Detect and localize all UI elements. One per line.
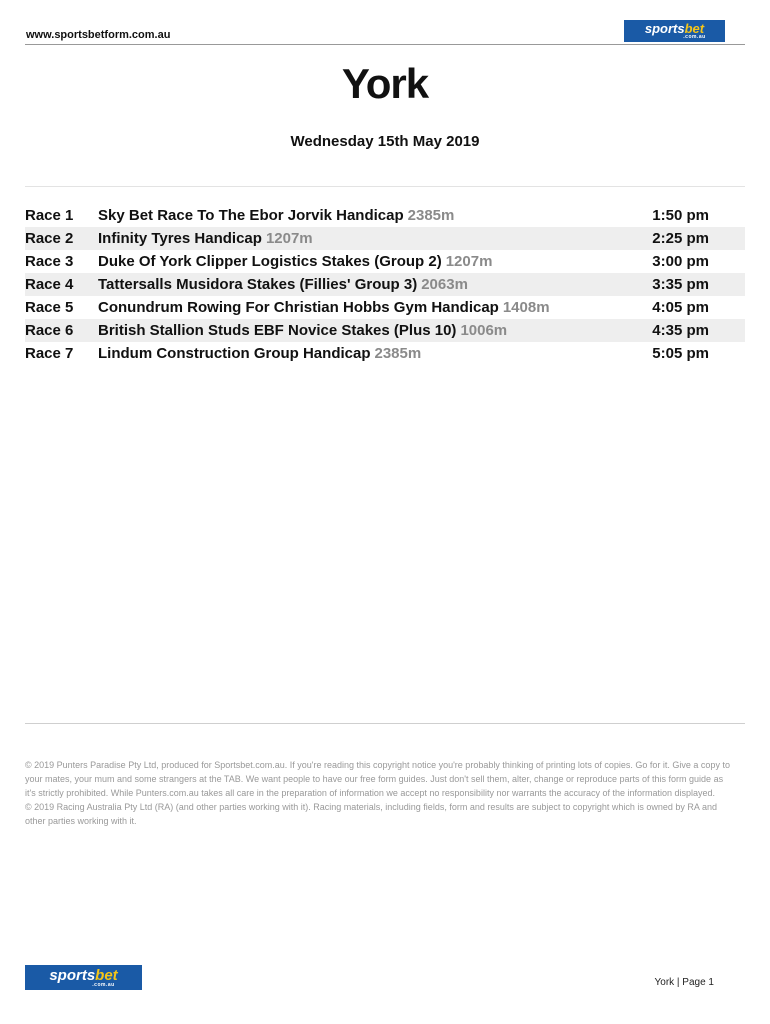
footer-divider — [25, 723, 745, 724]
race-distance: 1207m — [445, 253, 493, 270]
race-time: 5:05 pm — [652, 345, 709, 362]
copyright-notice — [25, 758, 735, 828]
race-name: Tattersalls Musidora Stakes (Fillies' Group 3) — [98, 276, 418, 293]
race-row — [25, 342, 745, 365]
race-title — [98, 345, 639, 362]
race-distance: 1408m — [502, 299, 550, 316]
header-divider — [25, 44, 745, 45]
race-row — [25, 319, 745, 342]
race-distance: 2385m — [407, 207, 455, 224]
race-name: Infinity Tyres Handicap — [98, 230, 262, 247]
race-time: 2:25 pm — [652, 230, 709, 247]
race-number: Race 1 — [25, 207, 74, 224]
page-number: York | Page 1 — [654, 977, 714, 988]
race-distance: 1207m — [265, 230, 313, 247]
race-number: Race 6 — [25, 322, 74, 339]
logo-subtext: .com.au — [92, 981, 115, 988]
race-name: Duke Of York Clipper Logistics Stakes (Group 2) — [98, 253, 442, 270]
race-number: Race 2 — [25, 230, 74, 247]
race-number: Race 7 — [25, 345, 74, 362]
sportsbet-logo — [624, 20, 725, 42]
race-distance: 2063m — [421, 276, 468, 293]
race-number: Race 4 — [25, 276, 74, 293]
race-title — [98, 299, 639, 316]
race-distance: 1006m — [460, 322, 508, 339]
race-title — [98, 322, 639, 339]
title-divider — [25, 186, 745, 187]
meeting-date: Wednesday 15th May 2019 — [290, 133, 480, 150]
race-name: Sky Bet Race To The Ebor Jorvik Handicap — [98, 207, 404, 224]
race-title — [98, 230, 639, 247]
race-distance: 2385m — [374, 345, 422, 362]
copyright-paragraph: © 2019 Racing Australia Pty Ltd (RA) (and other parties working with it). Racing materials, including fields, form and results are subject to copyright which is owned by RA and other parties working with it. — [25, 802, 717, 826]
race-time: 3:00 pm — [652, 253, 709, 270]
race-time: 1:50 pm — [652, 207, 709, 224]
race-row — [25, 227, 745, 250]
logo-wordmark: sportsbet — [49, 966, 118, 984]
venue-title: York — [341, 60, 429, 107]
race-time: 3:35 pm — [652, 276, 709, 293]
race-number: Race 5 — [25, 299, 74, 316]
race-title — [98, 253, 639, 270]
copyright-paragraph: © 2019 Punters Paradise Pty Ltd, produced for Sportsbet.com.au. If you're reading this copyright notice you're probably thinking of printing lots of copies. Go for it. Give a copy to your mates, your mum and some strangers at the TAB. We want people to have our free form guides. Just don't sell them, alter, change or reproduce parts of this form guide as it's strictly prohibited. While Punters.com.au takes all care in the preparation of information we accept no responsibility nor warrants the accuracy of the information displayed. — [25, 760, 730, 798]
logo-wordmark: sportsbet — [644, 21, 705, 36]
race-row — [25, 204, 745, 227]
logo-subtext: .com.au — [683, 34, 706, 40]
race-title — [98, 276, 639, 293]
race-title — [98, 207, 639, 224]
race-name: British Stallion Studs EBF Novice Stakes (Plus 10) — [98, 322, 457, 339]
race-time: 4:35 pm — [652, 322, 709, 339]
race-list — [25, 204, 745, 365]
race-name: Lindum Construction Group Handicap — [98, 345, 371, 362]
race-number: Race 3 — [25, 253, 74, 270]
race-row — [25, 296, 745, 319]
race-row — [25, 273, 745, 296]
race-row — [25, 250, 745, 273]
site-url: www.sportsbetform.com.au — [26, 29, 171, 41]
race-name: Conundrum Rowing For Christian Hobbs Gym Handicap — [98, 299, 499, 316]
sportsbet-footer-logo — [25, 965, 142, 990]
race-time: 4:05 pm — [652, 299, 709, 316]
